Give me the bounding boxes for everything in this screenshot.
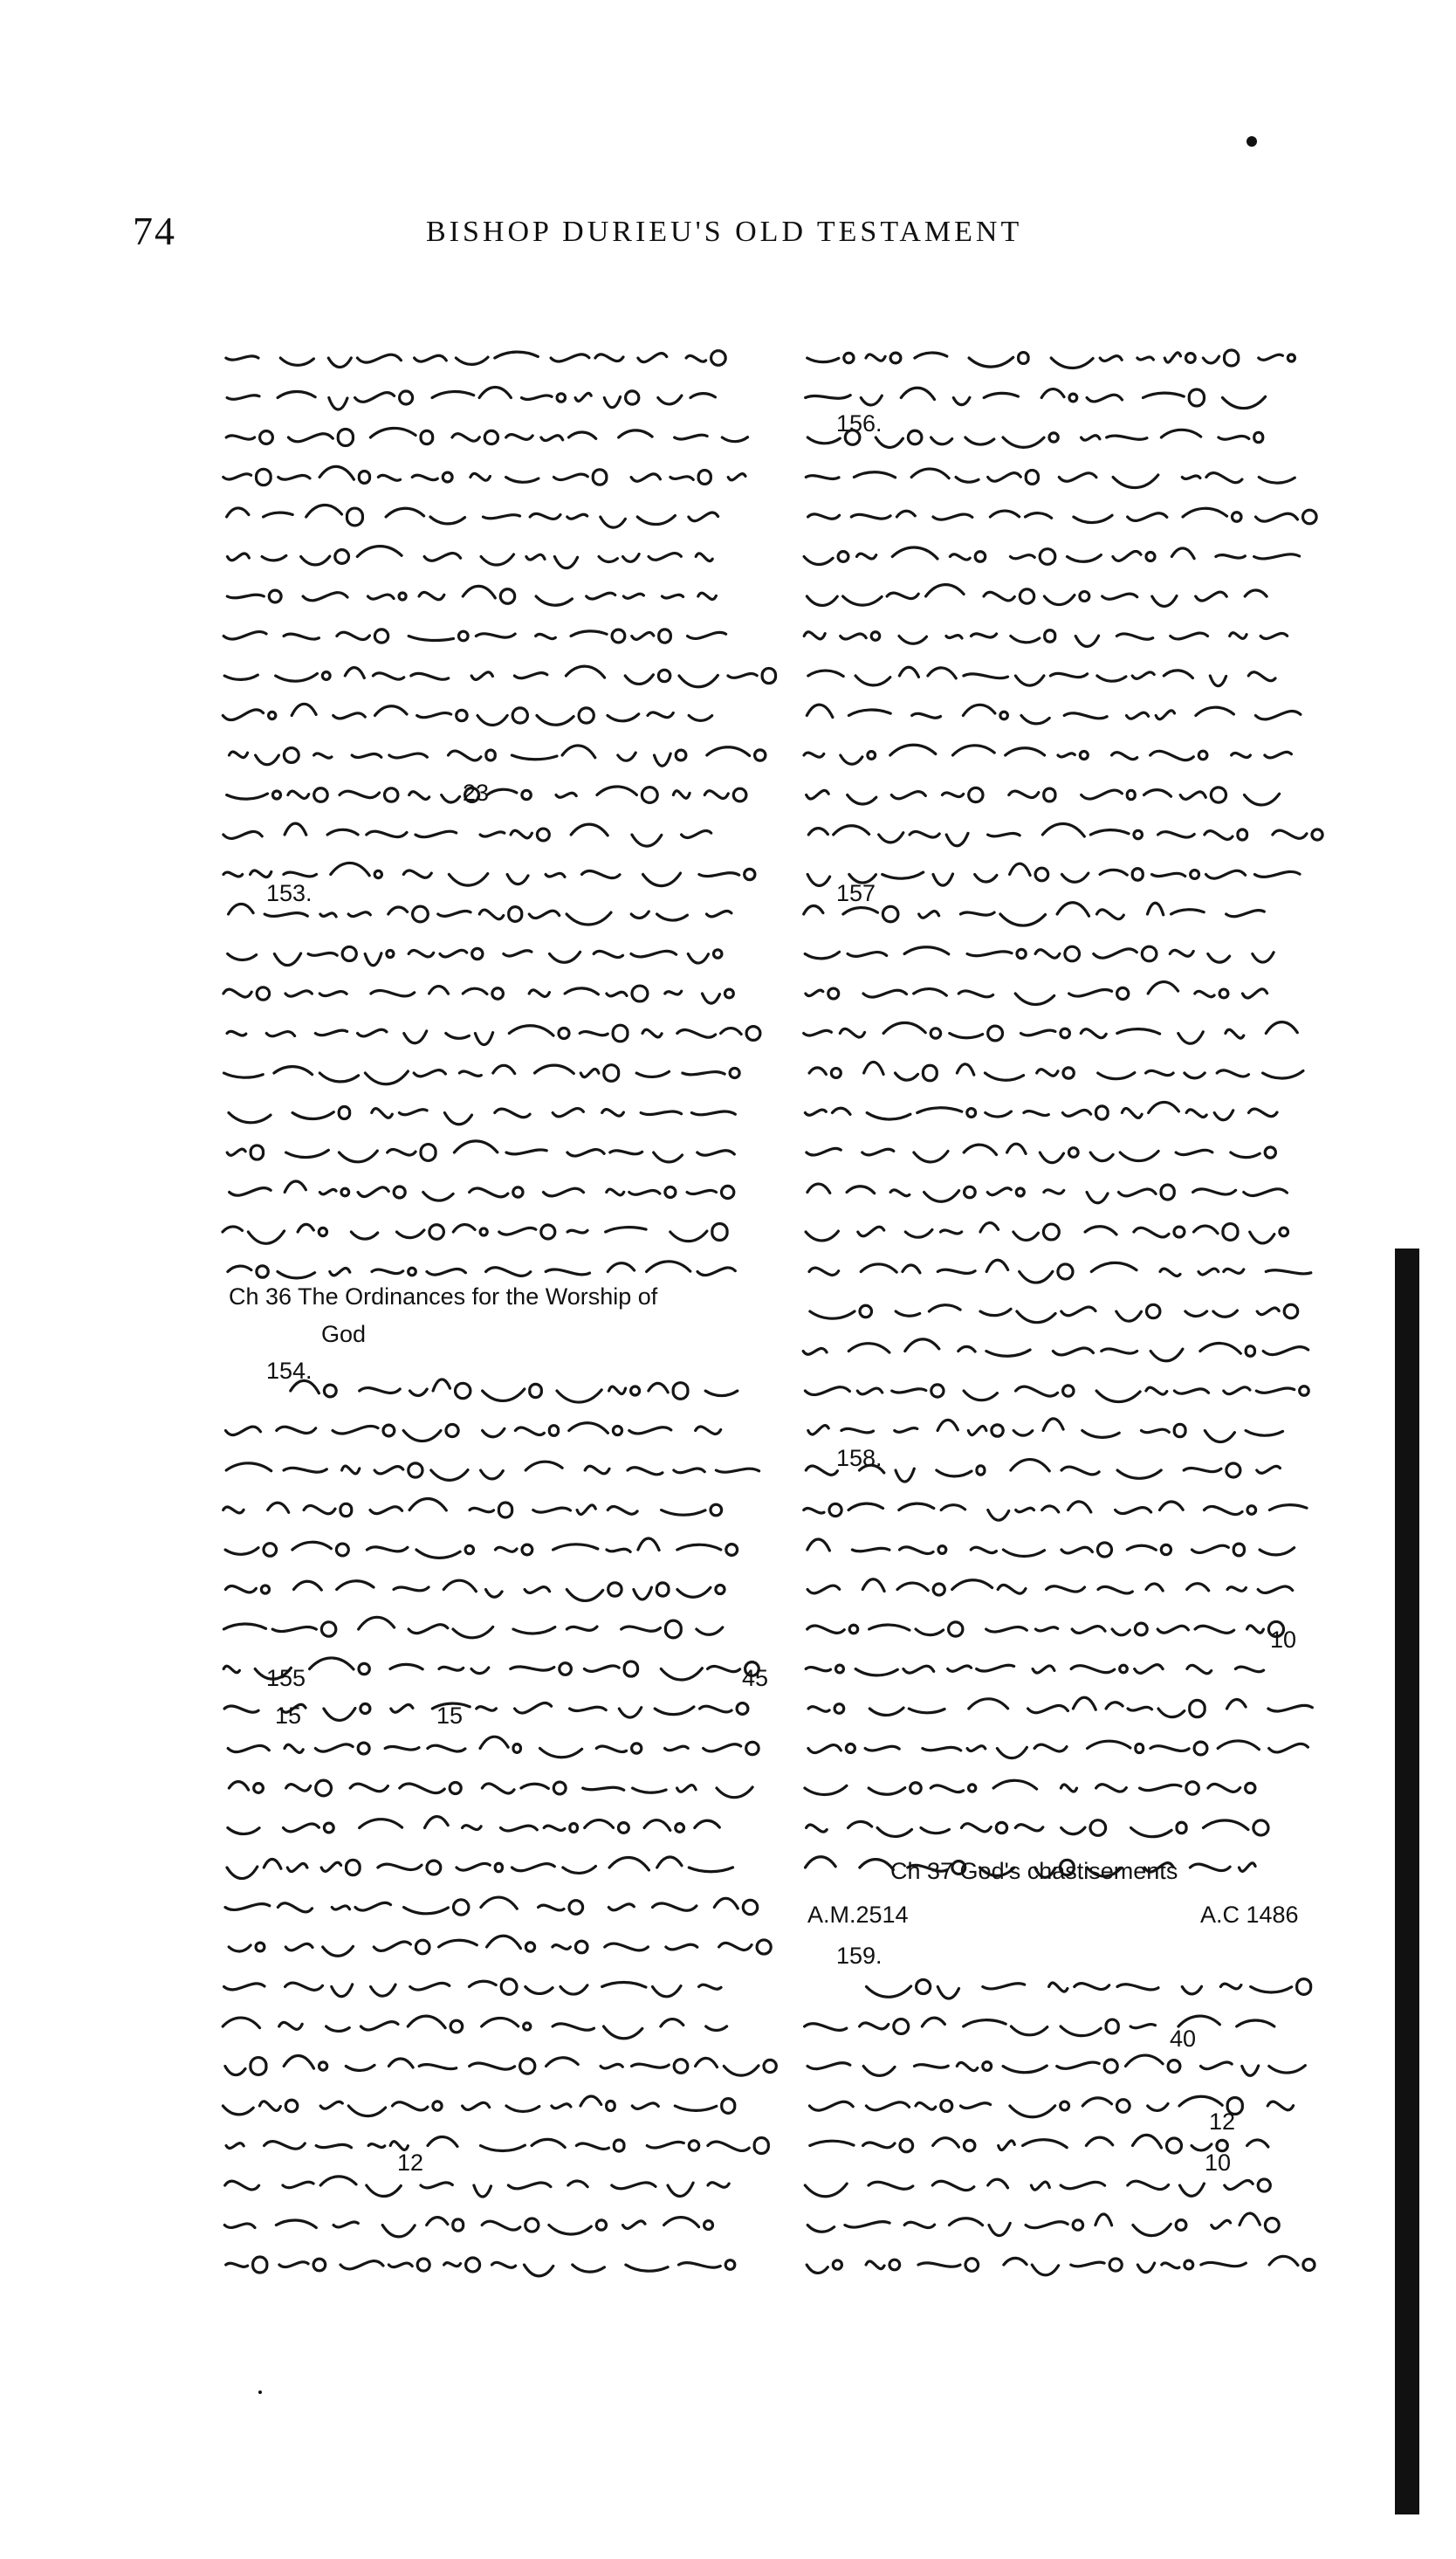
shorthand-line	[226, 428, 747, 445]
shorthand-line	[806, 469, 1295, 488]
shorthand-line	[807, 1621, 1284, 1636]
shorthand-line	[226, 1423, 721, 1441]
shorthand-line	[228, 1817, 719, 1834]
shorthand-line	[226, 2136, 768, 2153]
ink-speck	[1247, 136, 1257, 147]
number-15a: 15	[275, 1703, 302, 1729]
section-number-155: 155	[266, 1665, 306, 1691]
shorthand-line	[807, 1539, 1295, 1557]
shorthand-line	[808, 667, 1275, 685]
shorthand-line	[224, 1703, 748, 1720]
shorthand-line	[227, 1857, 733, 1879]
shorthand-line	[806, 388, 1266, 408]
shorthand-line	[805, 2179, 1270, 2197]
shorthand-line	[229, 1780, 752, 1798]
shorthand-line	[229, 1936, 771, 1956]
shorthand-line	[224, 2218, 712, 2237]
section-number-156: 156.	[836, 410, 883, 437]
shorthand-line	[807, 2256, 1315, 2274]
shorthand-line	[807, 788, 1280, 805]
chapter-36-heading: Ch 36 The Ordinances for the Worship of	[229, 1283, 658, 1310]
shorthand-line	[807, 1579, 1293, 1595]
section-number-158: 158.	[836, 1445, 883, 1471]
shorthand-line	[807, 350, 1295, 368]
shorthand-line	[806, 1665, 1263, 1675]
shorthand-line	[808, 1741, 1308, 1758]
shorthand-line	[807, 1820, 1268, 1837]
right-column	[803, 332, 1362, 2287]
number-15b: 15	[436, 1703, 464, 1729]
shorthand-line	[810, 1304, 1298, 1322]
shorthand-line	[804, 1022, 1298, 1044]
page-number: 74	[133, 209, 176, 253]
number-12: 12	[397, 2150, 424, 2176]
shorthand-line	[223, 1223, 727, 1243]
shorthand-line	[226, 1462, 759, 1480]
shorthand-line	[805, 1385, 1308, 1402]
shorthand-line	[224, 1065, 740, 1084]
shorthand-line	[223, 1498, 722, 1517]
shorthand-line	[227, 505, 718, 527]
section-number-153: 153.	[266, 880, 312, 906]
shorthand-line	[805, 2016, 1274, 2036]
shorthand-line	[808, 824, 1322, 846]
shorthand-line	[225, 1538, 738, 1558]
shorthand-line	[227, 586, 716, 605]
number-40: 40	[1170, 2026, 1197, 2052]
section-number-154: 154.	[266, 1358, 312, 1384]
shorthand-line	[808, 1697, 1312, 1716]
section-number-157: 157	[836, 880, 876, 906]
shorthand-line	[808, 508, 1317, 524]
shorthand-line	[228, 1737, 759, 1758]
number-10b: 10	[1205, 2150, 1232, 2176]
shorthand-line	[804, 745, 1291, 764]
shorthand-line	[807, 585, 1267, 607]
shorthand-line	[223, 1617, 722, 1638]
shorthand-line	[223, 704, 711, 725]
shorthand-line	[805, 1780, 1255, 1794]
shorthand-line	[227, 1141, 734, 1162]
ink-speck	[258, 2390, 262, 2394]
shorthand-line	[291, 1379, 738, 1402]
shorthand-line	[805, 946, 1274, 962]
running-head: BISHOP DURIEU'S OLD TESTAMENT	[426, 216, 1023, 248]
shorthand-line	[227, 1025, 760, 1044]
shorthand-line	[807, 2055, 1305, 2075]
shorthand-line	[223, 629, 725, 643]
shorthand-line	[805, 1102, 1277, 1119]
shorthand-line	[223, 466, 745, 485]
shorthand-line	[804, 1502, 1307, 1520]
shorthand-line	[867, 1979, 1311, 1998]
number-45: 45	[742, 1665, 769, 1691]
section-number-159: 159.	[836, 1943, 883, 1969]
shorthand-line	[804, 630, 1287, 647]
shorthand-line	[225, 2177, 730, 2197]
shorthand-line	[224, 1979, 721, 1997]
shorthand-line	[226, 351, 725, 368]
shorthand-line	[807, 863, 1300, 885]
shorthand-line	[804, 547, 1300, 565]
date-ante-christum: A.C 1486	[1200, 1902, 1299, 1928]
shorthand-line	[803, 1339, 1308, 1361]
shorthand-line	[225, 1897, 758, 1915]
shorthand-line	[223, 823, 711, 846]
number-23: 23	[463, 780, 490, 806]
chapter-37-heading: Ch 37 God's chastisements	[890, 1858, 1178, 1884]
number-12b: 12	[1209, 2108, 1236, 2135]
shorthand-line	[226, 2257, 735, 2276]
shorthand-line	[228, 1262, 735, 1278]
scan-edge-shadow	[1395, 1249, 1419, 2514]
shorthand-line	[223, 2016, 726, 2039]
shorthand-line	[225, 2056, 776, 2076]
chapter-36-heading-cont: God	[321, 1321, 367, 1347]
shorthand-line	[809, 1062, 1303, 1080]
shorthand-line	[228, 547, 713, 568]
shorthand-line	[809, 1260, 1311, 1283]
shorthand-line	[228, 946, 722, 965]
shorthand-line	[224, 666, 775, 687]
shorthand-line	[810, 2135, 1268, 2153]
shorthand-line	[227, 388, 715, 409]
shorthand-line	[223, 986, 733, 1003]
shorthand-line	[807, 1184, 1288, 1203]
shorthand-line	[230, 1181, 734, 1200]
shorthand-line	[807, 1144, 1276, 1162]
shorthand-line	[806, 1223, 1288, 1243]
shorthand-text-right	[803, 332, 1362, 2287]
shorthand-line	[225, 1580, 725, 1600]
shorthand-line	[223, 2096, 734, 2116]
shorthand-line	[807, 705, 1301, 724]
number-10: 10	[1270, 1627, 1297, 1653]
shorthand-line	[230, 746, 766, 766]
shorthand-line	[229, 1107, 735, 1125]
date-anno-mundi: A.M.2514	[807, 1902, 909, 1928]
shorthand-line	[808, 1419, 1283, 1442]
shorthand-line	[807, 2213, 1279, 2236]
shorthand-line	[806, 982, 1267, 1005]
